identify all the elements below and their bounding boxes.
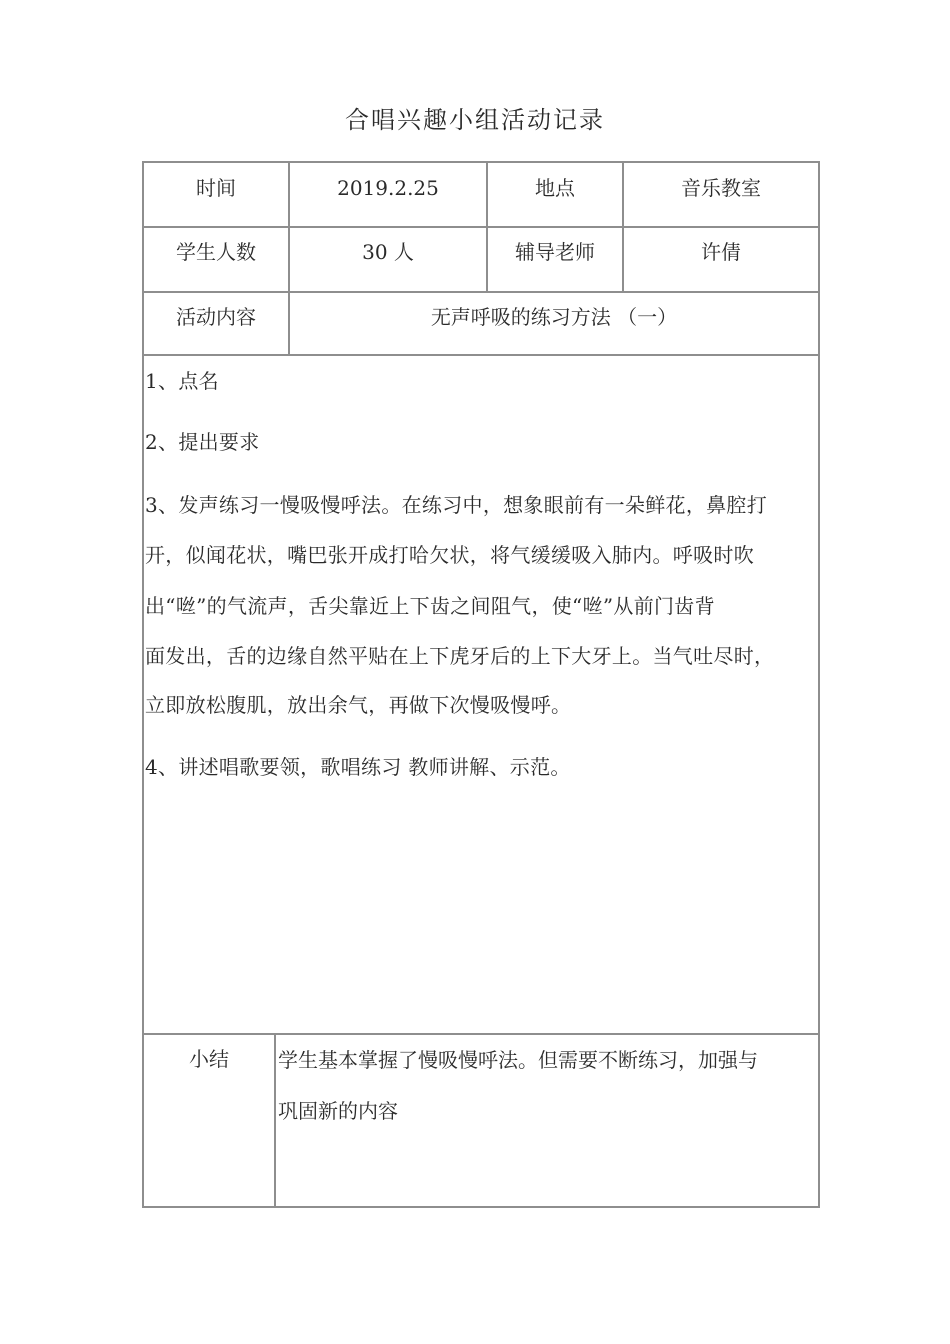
col-divider xyxy=(274,1035,276,1206)
summary-label: 小结 xyxy=(189,1047,229,1071)
body-line-2: 2、提出要求 xyxy=(145,430,260,454)
page-title: 合唱兴趣小组活动记录 xyxy=(345,106,605,134)
row-divider xyxy=(144,226,818,228)
summary-line-1: 学生基本掌握了慢吸慢呼法。但需要不断练习，加强与 xyxy=(278,1048,758,1072)
time-value: 2019.2.25 xyxy=(337,176,439,200)
teacher-label: 辅导老师 xyxy=(515,240,595,264)
body-line-1: 1、点名 xyxy=(145,369,219,393)
body-line-3: 3、发声练习一慢吸慢呼法。在练习中，想象眼前有一朵鲜花，鼻腔打 xyxy=(145,493,768,517)
body-line-7: 立即放松腹肌，放出余气，再做下次慢吸慢呼。 xyxy=(145,693,572,717)
place-value: 音乐教室 xyxy=(681,176,761,200)
place-label: 地点 xyxy=(535,176,575,200)
time-label: 时间 xyxy=(196,176,236,200)
students-value: 30 人 xyxy=(362,240,414,264)
body-line-4: 开，似闻花状，嘴巴张开成打哈欠状，将气缓缓吸入肺内。呼吸时吹 xyxy=(145,543,754,567)
students-label: 学生人数 xyxy=(176,240,256,264)
row-divider xyxy=(144,291,818,293)
teacher-value: 许倩 xyxy=(701,240,741,264)
body-line-6: 面发出，舌的边缘自然平贴在上下虎牙后的上下大牙上。当气吐尽时， xyxy=(145,644,775,668)
content-value: 无声呼吸的练习方法 （一） xyxy=(430,305,678,329)
body-line-5: 出“咝”的气流声，舌尖靠近上下齿之间阻气，使“咝”从前门齿背 xyxy=(145,594,715,618)
info-table xyxy=(142,161,820,356)
summary-section xyxy=(142,1033,820,1208)
summary-line-2: 巩固新的内容 xyxy=(278,1099,398,1123)
body-line-8: 4、讲述唱歌要领，歌唱练习 教师讲解、示范。 xyxy=(145,755,571,779)
content-label: 活动内容 xyxy=(176,305,256,329)
